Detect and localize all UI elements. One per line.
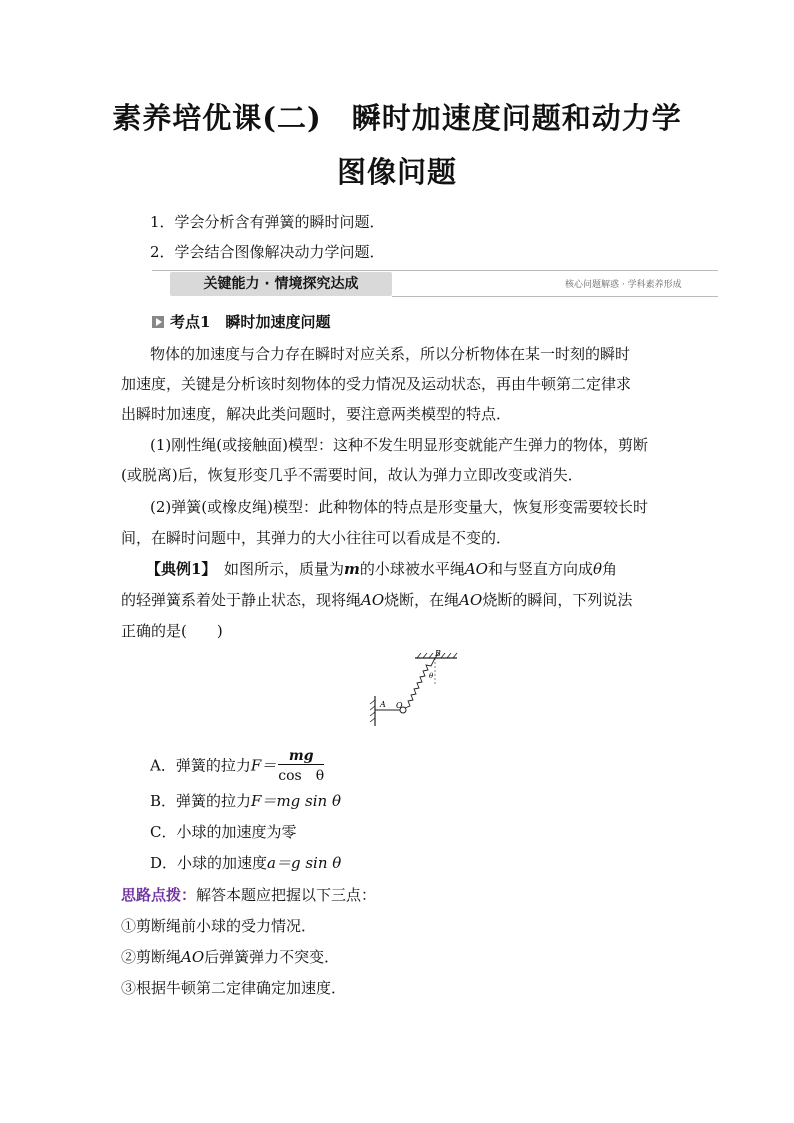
fraction-denominator: cos θ xyxy=(278,768,325,784)
hint-text: 解答本题应把握以下三点： xyxy=(196,886,377,904)
option-d xyxy=(150,852,341,873)
option-a-text: A．弹簧的拉力 xyxy=(150,756,251,775)
objective-1: 1．学会分析含有弹簧的瞬时问题． xyxy=(150,213,385,231)
example-text: 如图所示，质量为 xyxy=(208,560,344,578)
option-d-text: D．小球的加速度 xyxy=(150,854,268,872)
var-ao: AO xyxy=(181,948,205,966)
model1-line-2: (或脱离)后，恢复形变几乎不需要时间，故认为弹力立即改变或消失． xyxy=(121,466,583,484)
section-banner: 关键能力 · 情境探究达成 xyxy=(170,272,392,296)
example-line-2 xyxy=(121,589,632,610)
label-theta: θ xyxy=(429,672,434,680)
play-icon xyxy=(152,316,164,328)
var-ao: AO xyxy=(459,591,483,609)
option-a-lhs: F＝ xyxy=(250,756,277,775)
spring-figure xyxy=(365,648,465,730)
option-a xyxy=(150,748,324,785)
var-m: m xyxy=(343,560,360,578)
label-o: O xyxy=(396,701,403,710)
option-d-expr: a＝g sin θ xyxy=(267,854,342,872)
example-line-1 xyxy=(146,558,617,579)
banner-rule-top xyxy=(152,270,718,271)
var-ao: AO xyxy=(361,591,385,609)
banner-subtitle: 核心问题解惑 · 学科素养形成 xyxy=(565,280,682,290)
model2-line-1: (2)弹簧(或橡皮绳)模型：此种物体的特点是形变量大，恢复形变需要较长时 xyxy=(150,498,648,516)
page-title-line1: 素养培优课(二) 瞬时加速度问题和动力学 xyxy=(112,101,682,135)
objective-2: 2．学会结合图像解决动力学问题． xyxy=(150,243,385,261)
model2-line-2: 间，在瞬时问题中，其弹力的大小往往可以看成是不变的． xyxy=(121,529,512,547)
label-b: B xyxy=(435,649,441,658)
option-b-text: B．弹簧的拉力 xyxy=(150,792,252,810)
banner-rule-bottom xyxy=(392,296,718,297)
fraction-numerator: mg xyxy=(278,748,324,765)
wall-hatch xyxy=(370,700,375,722)
hint-point-1: ①剪断绳前小球的受力情况． xyxy=(121,917,317,935)
hint-point-2 xyxy=(121,946,339,967)
option-b-expr: F＝mg sin θ xyxy=(251,792,341,810)
fraction xyxy=(278,748,324,785)
intro-line-1: 物体的加速度与合力存在瞬时对应关系，所以分析物体在某一时刻的瞬时 xyxy=(150,345,631,363)
var-ao: AO xyxy=(464,560,488,578)
intro-line-2: 加速度，关键是分析该时刻物体的受力情况及运动状态，再由牛顿第二定律求 xyxy=(121,375,632,393)
example-tag: 【典例1】 xyxy=(146,560,209,578)
option-b xyxy=(150,790,341,811)
var-theta: θ xyxy=(593,560,603,578)
intro-line-3: 出瞬时加速度，解决此类问题时，要注意两类模型的特点． xyxy=(121,405,512,423)
model1-line-1: (1)刚性绳(或接触面)模型：这种不发生明显形变就能产生弹力的物体，剪断 xyxy=(150,436,648,454)
topic-heading xyxy=(152,311,330,332)
example-text: 烧断，在绳 xyxy=(384,591,460,609)
option-c: C．小球的加速度为零 xyxy=(150,823,297,841)
hint-text: ②剪断绳 xyxy=(121,948,182,966)
spring xyxy=(405,658,435,708)
example-text: 和与竖直方向成 xyxy=(487,560,593,578)
topic-label: 考点1 瞬时加速度问题 xyxy=(170,313,331,331)
hint-text: 后弹簧弹力不突变． xyxy=(204,948,340,966)
hint-line xyxy=(121,884,376,905)
hint-label: 思路点拨： xyxy=(121,886,197,904)
label-a: A xyxy=(380,700,386,709)
example-line-3: 正确的是( ) xyxy=(121,622,223,640)
example-text: 的小球被水平绳 xyxy=(359,560,465,578)
hint-point-3: ③根据牛顿第二定律确定加速度． xyxy=(121,979,347,997)
example-text: 角 xyxy=(602,560,618,578)
example-text: 的轻弹簧系着处于静止状态，现将绳 xyxy=(121,591,362,609)
page-title-line2: 图像问题 xyxy=(336,155,457,189)
example-text: 烧断的瞬间，下列说法 xyxy=(482,591,633,609)
